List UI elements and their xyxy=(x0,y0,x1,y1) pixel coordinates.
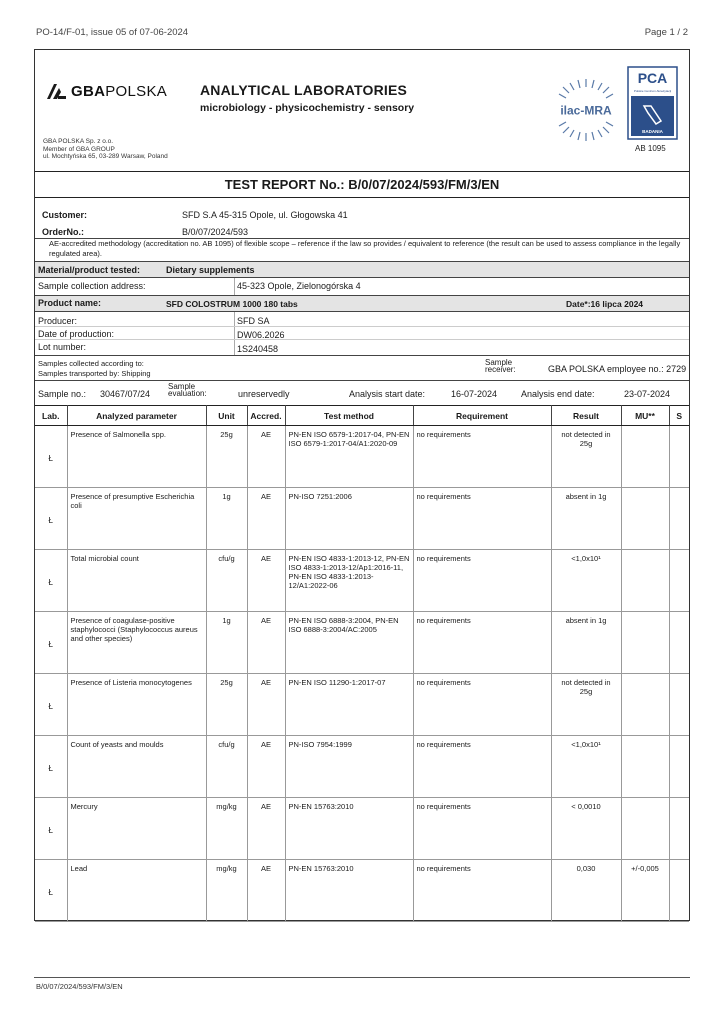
result-cell: <1,0x10¹ xyxy=(551,736,621,798)
collected-according-label: Samples collected according to: xyxy=(38,359,144,368)
accred-cell: AE xyxy=(247,798,285,860)
transported-by-value: Shipping xyxy=(121,369,151,378)
analysis-start-label: Analysis start date: xyxy=(349,389,426,399)
method-cell: PN-EN ISO 11290-1:2017-07 xyxy=(285,674,413,736)
sample-date: Date*:16 lipca 2024 xyxy=(566,299,644,309)
col-header-mu: MU** xyxy=(621,406,669,426)
s-cell xyxy=(669,612,689,674)
results-table xyxy=(35,405,689,922)
table-row xyxy=(35,426,689,488)
table-row xyxy=(35,674,689,736)
unit-cell: mg/kg xyxy=(206,860,247,922)
mu-cell xyxy=(621,612,669,674)
mu-cell xyxy=(621,550,669,612)
unit-cell: 1g xyxy=(206,612,247,674)
method-cell: PN-EN ISO 6888-3:2004, PN-EN ISO 6888-3:2004/AC:2005 xyxy=(285,612,413,674)
analysis-start-value: 16-07-2024 xyxy=(451,389,498,399)
lab-cell: Ł xyxy=(35,550,67,612)
result-cell: not detected in 25g xyxy=(551,426,621,488)
result-cell: not detected in 25g xyxy=(551,674,621,736)
lab-cell: Ł xyxy=(35,798,67,860)
report-frame xyxy=(34,49,690,921)
s-cell xyxy=(669,798,689,860)
table-row xyxy=(35,798,689,860)
table-row xyxy=(35,488,689,550)
col-header-accred: Accred. xyxy=(247,406,285,426)
lab-cell: Ł xyxy=(35,426,67,488)
sample-evaluation-value: unreservedly xyxy=(238,389,290,399)
col-header-method: Test method xyxy=(285,406,413,426)
accred-cell: AE xyxy=(247,488,285,550)
lab-subtitle: microbiology - physicochemistry - sensory xyxy=(200,102,415,114)
footer-report-code: B/0/07/2024/593/FM/3/EN xyxy=(36,982,123,991)
pca-accreditation-logo xyxy=(627,66,678,140)
s-cell xyxy=(669,550,689,612)
unit-cell: mg/kg xyxy=(206,798,247,860)
table-row xyxy=(35,736,689,798)
requirement-cell: no requirements xyxy=(413,736,551,798)
sample-receiver-label: Sample receiver: xyxy=(485,358,516,374)
producer-value: SFD SA xyxy=(237,316,270,326)
result-cell: absent in 1g xyxy=(551,612,621,674)
col-header-requirement: Requirement xyxy=(413,406,551,426)
mu-cell xyxy=(621,488,669,550)
table-row xyxy=(35,612,689,674)
requirement-cell: no requirements xyxy=(413,798,551,860)
requirement-cell: no requirements xyxy=(413,550,551,612)
lot-number-value: 1S240458 xyxy=(237,344,279,354)
accreditation-number: AB 1095 xyxy=(635,144,666,153)
collection-address-label: Sample collection address: xyxy=(38,281,146,291)
pca-subtext: Polskie Centrum Akredytacji xyxy=(633,89,672,93)
mu-cell xyxy=(621,736,669,798)
parameter-cell: Presence of presumptive Escherichia coli xyxy=(67,488,206,550)
ilac-mra-logo xyxy=(552,76,620,144)
method-cell: PN-ISO 7251:2006 xyxy=(285,488,413,550)
mu-cell: +/-0,005 xyxy=(621,860,669,922)
parameter-cell: Count of yeasts and moulds xyxy=(67,736,206,798)
customer-value: SFD S.A 45-315 Opole, ul. Głogowska 41 xyxy=(182,210,348,220)
report-title: TEST REPORT No.: B/0/07/2024/593/FM/3/EN xyxy=(35,171,689,198)
unit-cell: 25g xyxy=(206,426,247,488)
logo-text-bold: GBA xyxy=(71,82,106,100)
material-value: Dietary supplements xyxy=(166,265,255,275)
accred-cell: AE xyxy=(247,736,285,798)
company-address: GBA POLSKA Sp. z o.o. Member of GBA GROUP ul. Mochtyńska 65, 03-289 Warsaw, Poland xyxy=(43,138,168,160)
lab-title: ANALYTICAL LABORATORIES xyxy=(200,82,408,98)
unit-cell: cfu/g xyxy=(206,736,247,798)
accred-cell: AE xyxy=(247,860,285,922)
page-number: Page 1 / 2 xyxy=(644,27,688,38)
table-row xyxy=(35,550,689,612)
lab-cell: Ł xyxy=(35,612,67,674)
unit-cell: 1g xyxy=(206,488,247,550)
col-header-s: S xyxy=(669,406,689,426)
footer-divider xyxy=(34,977,690,978)
pca-text: PCA xyxy=(637,70,668,86)
result-cell: <1,0x10¹ xyxy=(551,550,621,612)
sample-no-value: 30467/07/24 xyxy=(100,389,151,399)
logo-text-light: POLSKA xyxy=(105,82,168,100)
customer-label: Customer: xyxy=(42,210,88,220)
analysis-end-value: 23-07-2024 xyxy=(624,389,671,399)
lot-number-label: Lot number: xyxy=(38,342,87,352)
table-header-row xyxy=(35,406,689,426)
collection-address-value: 45-323 Opole, Zielonogórska 4 xyxy=(237,281,361,291)
lab-cell: Ł xyxy=(35,488,67,550)
parameter-cell: Total microbial count xyxy=(67,550,206,612)
analysis-end-label: Analysis end date: xyxy=(521,389,595,399)
s-cell xyxy=(669,426,689,488)
ilac-text: ilac-MRA xyxy=(560,103,612,118)
method-cell: PN-EN 15763:2010 xyxy=(285,798,413,860)
parameter-cell: Presence of Listeria monocytogenes xyxy=(67,674,206,736)
parameter-cell: Presence of coagulase-positive staphylococci (Staphylococcus aureus and other species) xyxy=(67,612,206,674)
material-label: Material/product tested: xyxy=(38,265,141,275)
producer-label: Producer: xyxy=(38,316,78,326)
unit-cell: cfu/g xyxy=(206,550,247,612)
requirement-cell: no requirements xyxy=(413,860,551,922)
accred-cell: AE xyxy=(247,612,285,674)
sample-receiver-value: GBA POLSKA employee no.: 2729 xyxy=(548,364,687,374)
result-cell: < 0,0010 xyxy=(551,798,621,860)
lab-cell: Ł xyxy=(35,736,67,798)
col-header-result: Result xyxy=(551,406,621,426)
s-cell xyxy=(669,736,689,798)
unit-cell: 25g xyxy=(206,674,247,736)
col-header-parameter: Analyzed parameter xyxy=(67,406,206,426)
order-value: B/0/07/2024/593 xyxy=(182,227,249,237)
accred-cell: AE xyxy=(247,550,285,612)
s-cell xyxy=(669,674,689,736)
production-date-value: DW06.2026 xyxy=(237,330,285,340)
result-cell: absent in 1g xyxy=(551,488,621,550)
document-code: PO-14/F-01, issue 05 of 07-06-2024 xyxy=(36,27,189,38)
sample-no-label: Sample no.: xyxy=(38,389,87,399)
mu-cell xyxy=(621,798,669,860)
requirement-cell: no requirements xyxy=(413,488,551,550)
s-cell xyxy=(669,488,689,550)
pca-badge-text: BADANIA xyxy=(642,129,663,134)
parameter-cell: Mercury xyxy=(67,798,206,860)
mu-cell xyxy=(621,674,669,736)
accred-cell: AE xyxy=(247,674,285,736)
parameter-cell: Lead xyxy=(67,860,206,922)
parameter-cell: Presence of Salmonella spp. xyxy=(67,426,206,488)
method-cell: PN-EN ISO 6579-1:2017-04, PN-EN ISO 6579-1:2017-04/A1:2020-09 xyxy=(285,426,413,488)
mu-cell xyxy=(621,426,669,488)
production-date-label: Date of production: xyxy=(38,329,115,339)
gba-logo xyxy=(45,82,167,100)
result-cell: 0,030 xyxy=(551,860,621,922)
method-cell: PN-EN 15763:2010 xyxy=(285,860,413,922)
table-row xyxy=(35,860,689,922)
col-header-lab: Lab. xyxy=(35,406,67,426)
method-cell: PN-EN ISO 4833-1:2013-12, PN-EN ISO 4833-1:2013-12/Ap1:2016-11, PN-EN ISO 4833-1:2013-12/A1:2022-06 xyxy=(285,550,413,612)
lab-cell: Ł xyxy=(35,860,67,922)
product-name-value: SFD COLOSTRUM 1000 180 tabs xyxy=(166,299,298,309)
requirement-cell: no requirements xyxy=(413,674,551,736)
s-cell xyxy=(669,860,689,922)
gba-logo-icon xyxy=(45,82,67,100)
requirement-cell: no requirements xyxy=(413,426,551,488)
requirement-cell: no requirements xyxy=(413,612,551,674)
lab-cell: Ł xyxy=(35,674,67,736)
method-cell: PN-ISO 7954:1999 xyxy=(285,736,413,798)
accreditation-note: AE-accredited methodology (accreditation no. AB 1095) of flexible scope – reference if the law so provides / equivalent to reference (the result can be used to assess compliance in the legally regulated area). xyxy=(49,239,681,258)
accred-cell: AE xyxy=(247,426,285,488)
sample-evaluation-label: Sample evaluation: xyxy=(168,382,207,398)
order-label: OrderNo.: xyxy=(42,227,85,237)
col-header-unit: Unit xyxy=(206,406,247,426)
product-name-label: Product name: xyxy=(38,298,102,308)
transported-by: Samples transported by: Shipping xyxy=(38,369,151,378)
